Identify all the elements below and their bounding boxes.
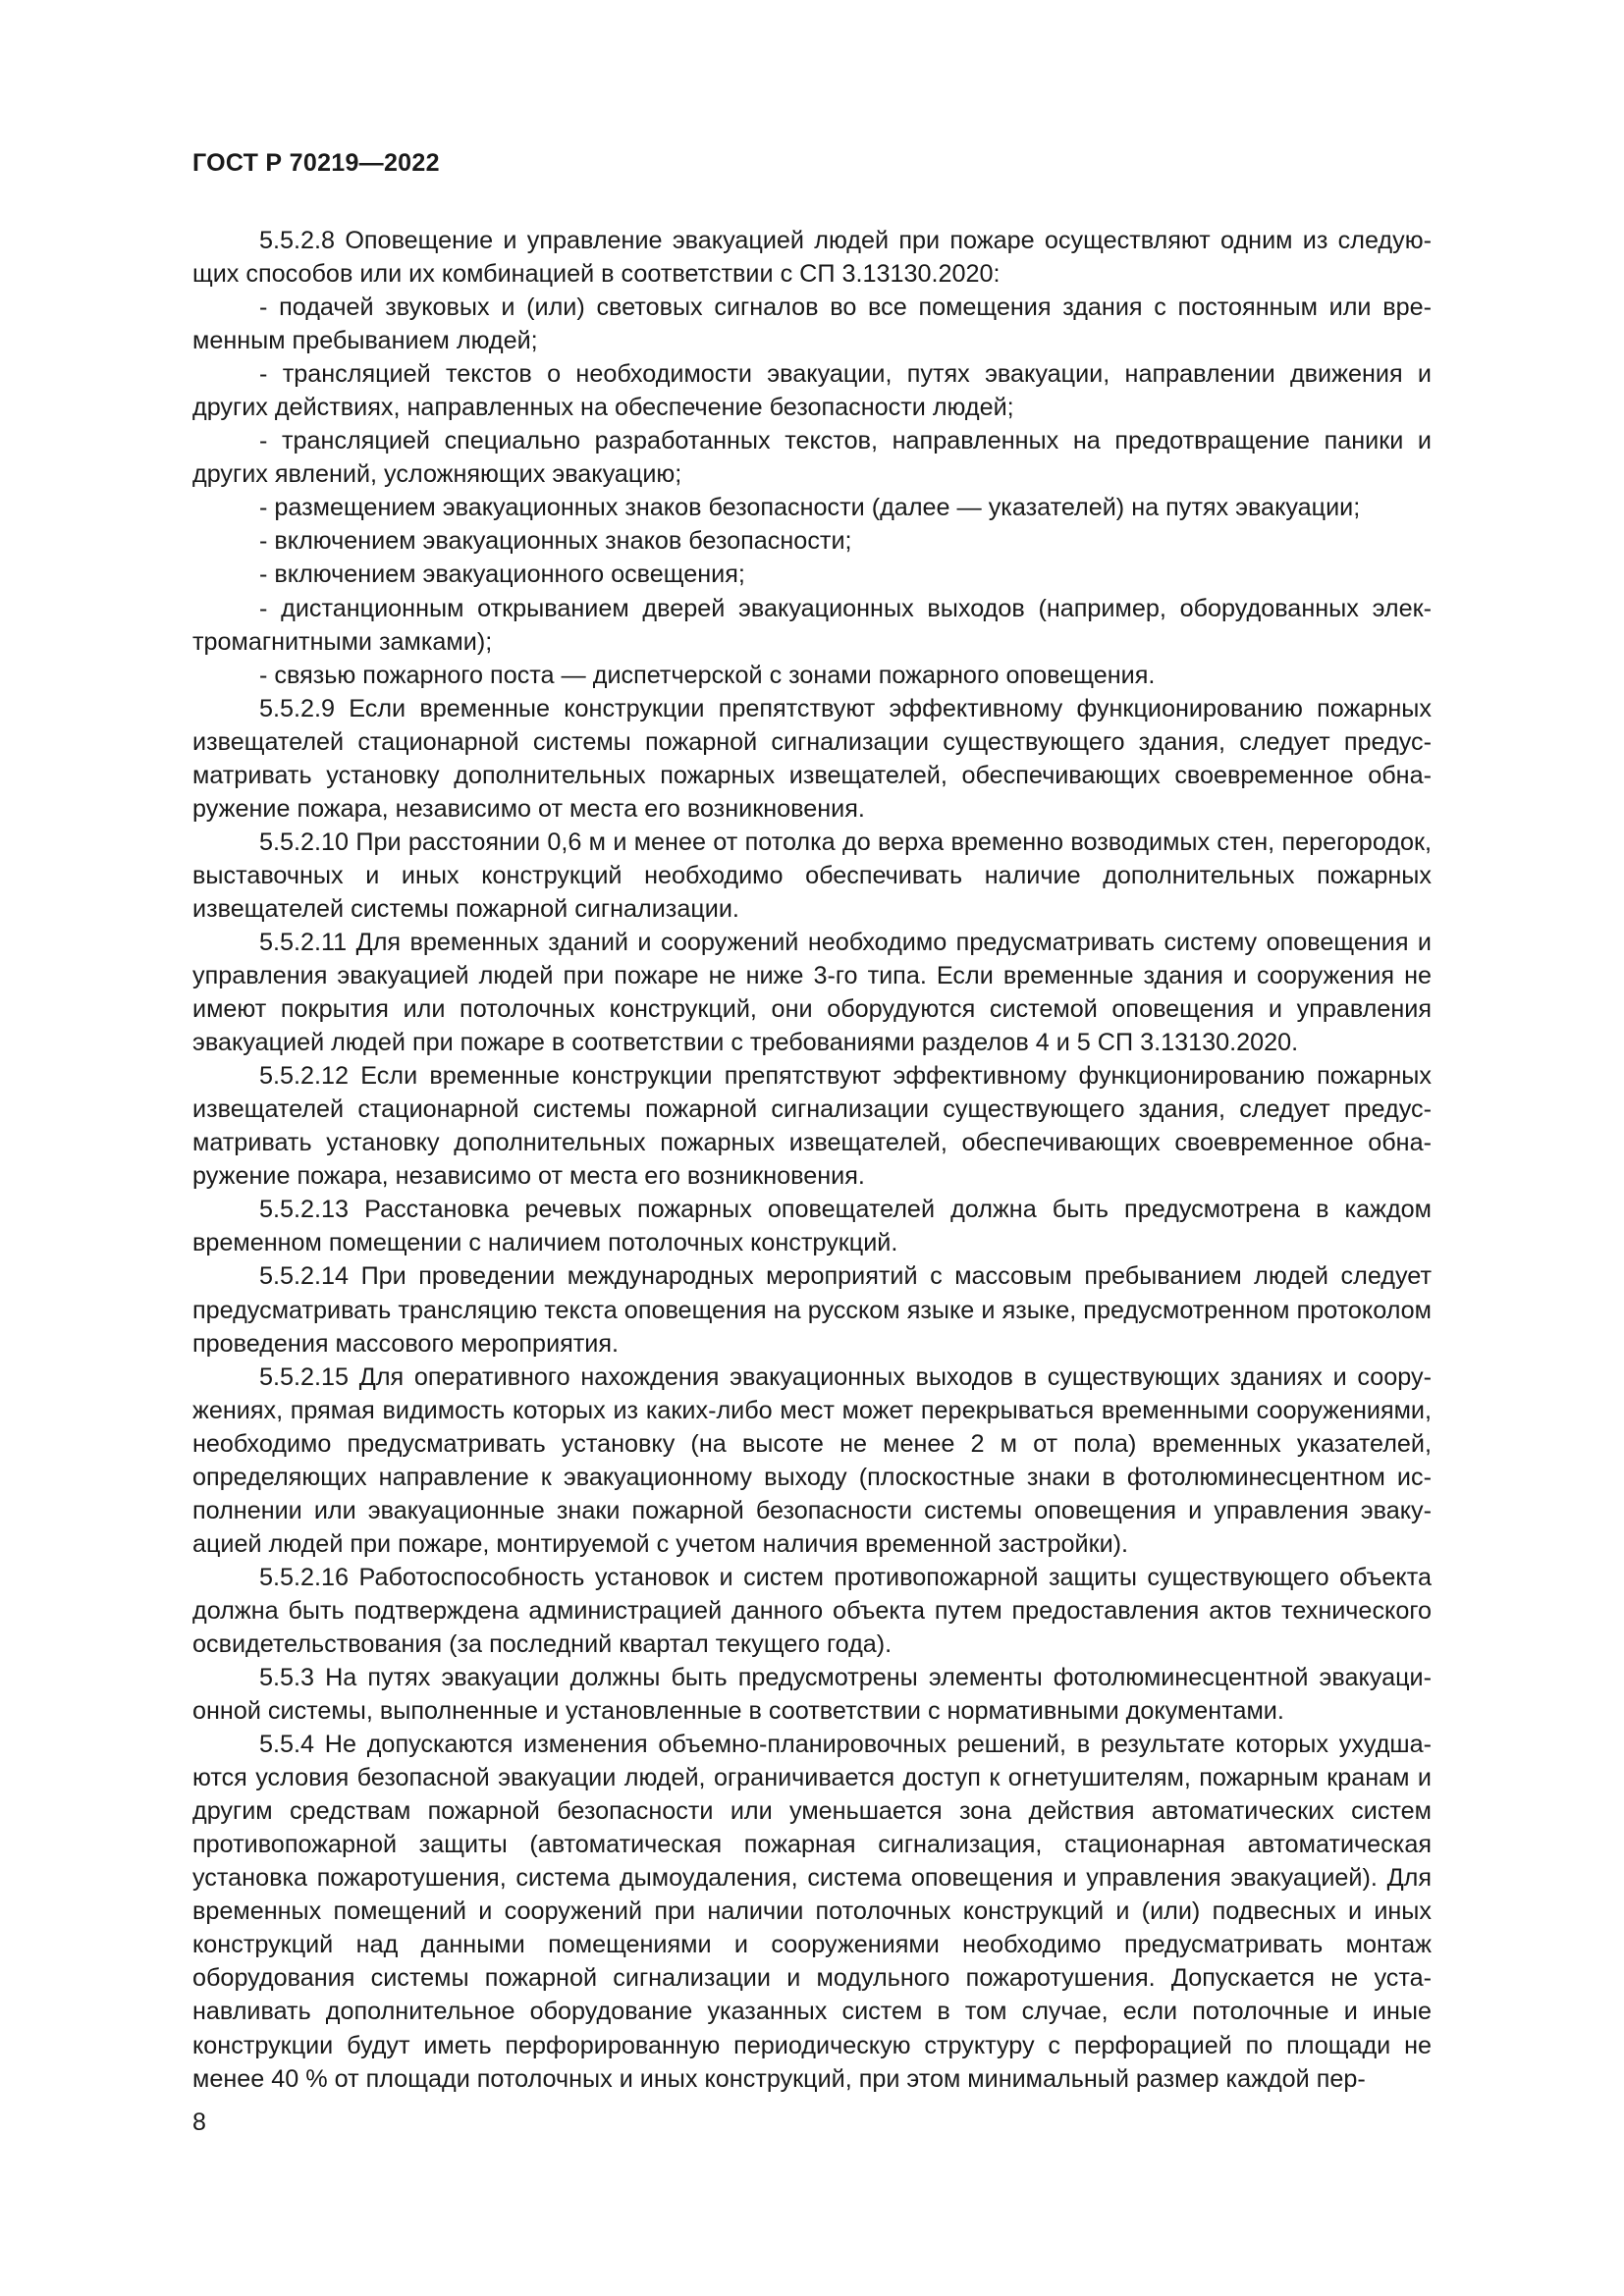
- paragraph-5-5-3: 5.5.3 На путях эвакуации должны быть предусмотрены элементы фотолюминесцентной эвакуационной системы, выполненные и установленные в соответствии с нормативными документами.: [192, 1664, 1432, 1726]
- paragraph-5-5-2-9: 5.5.2.9 Если временные конструкции препятствуют эффективному функционированию пожарных извещателей стационарной системы пожарной сигнализации существующего здания, следует предусматривать установку дополнительных пожарных извещателей, обеспечивающих своевременное обнаружение пожара, независимо от места его возникновения.: [192, 694, 1432, 823]
- page-number: 8: [192, 2109, 206, 2136]
- list-item-signs-placement: - размещением эвакуационных знаков безопасности (далее — указателей) на путях эвакуации;: [259, 494, 1361, 522]
- list-item-post-connection: - связью пожарного поста — диспетчерской с зонами пожарного оповещения.: [259, 661, 1156, 689]
- paragraph-5-5-2-15: 5.5.2.15 Для оперативного нахождения эвакуационных выходов в существующих зданиях и сооружениях, прямая видимость которых из каких-либо мест может перекрываться временными сооружениями, необходимо предусматривать установку (на высоте не менее 2 м от пола) временных указателей, определяющих направление к эвакуационному выходу (плоскостные знаки в фотолюминесцентном исполнении или эвакуационные знаки пожарной безопасности системы оповещения и управления эвакуацией людей при пожаре, монтируемой с учетом наличия временной застройки).: [192, 1362, 1432, 1558]
- paragraph-5-5-2-13: 5.5.2.13 Расстановка речевых пожарных оповещателей должна быть предусмотрена в каждом временном помещении с наличием потолочных конструкций.: [192, 1196, 1432, 1257]
- paragraph-5-5-2-11: 5.5.2.11 Для временных зданий и сооружений необходимо предусматривать систему оповещения и управления эвакуацией людей при пожаре не ниже 3-го типа. Если временные здания и сооружения не имеют покрытия или потолочных конструкций, они оборудуются системой оповещения и управления эвакуацией людей при пожаре в соответствии с требованиями разделов 4 и 5 СП 3.13130.2020.: [192, 928, 1432, 1057]
- list-item-sound-signals: - подачей звуковых и (или) световых сигналов во все помещения здания с постоянным или временным пребыванием людей;: [192, 294, 1432, 355]
- paragraph-5-5-2-16: 5.5.2.16 Работоспособность установок и систем противопожарной защиты существующего объекта должна быть подтверждена администрацией данного объекта путем предоставления актов технического освидетельствования (за последний квартал текущего года).: [192, 1563, 1432, 1658]
- document-header: ГОСТ Р 70219—2022: [192, 149, 440, 177]
- list-item-signs-activation: - включением эвакуационных знаков безопасности;: [259, 527, 852, 556]
- paragraph-5-5-2-14: 5.5.2.14 При проведении международных мероприятий с массовым пребыванием людей следует предусматривать трансляцию текста оповещения на русском языке и языке, предусмотренном протоколом проведения массового мероприятия.: [192, 1262, 1432, 1358]
- paragraph-5-5-2-12: 5.5.2.12 Если временные конструкции препятствуют эффективному функционированию пожарных извещателей стационарной системы пожарной сигнализации существующего здания, следует предусматривать установку дополнительных пожарных извещателей, обеспечивающих своевременное обнаружение пожара, независимо от места его возникновения.: [192, 1062, 1432, 1191]
- document-body: [192, 224, 1432, 2096]
- list-item-lighting: - включением эвакуационного освещения;: [259, 561, 745, 589]
- paragraph-5-5-2-10: 5.5.2.10 При расстоянии 0,6 м и менее от потолка до верха временно возводимых стен, перегородок, выставочных и иных конструкций необходимо обеспечивать наличие дополнительных пожарных извещателей системы пожарной сигнализации.: [192, 828, 1432, 923]
- paragraph-5-5-2-8: 5.5.2.8 Оповещение и управление эвакуацией людей при пожаре осуществляют одним из следующих способов или их комбинацией в соответствии с СП 3.13130.2020:: [192, 227, 1432, 289]
- list-item-text-broadcast: - трансляцией текстов о необходимости эвакуации, путях эвакуации, направлении движения и других действиях, направленных на обеспечение безопасности людей;: [192, 360, 1432, 422]
- paragraph-5-5-4: 5.5.4 Не допускаются изменения объемно-планировочных решений, в результате которых ухудшаются условия безопасной эвакуации людей, ограничивается доступ к огнетушителям, пожарным кранам и другим средствам пожарной безопасности или уменьшается зона действия автоматических систем противопожарной защиты (автоматическая пожарная сигнализация, стационарная автоматическая установка пожаротушения, система дымоудаления, система оповещения и управления эвакуацией). Для временных помещений и сооружений при наличии потолочных конструкций и (или) подвесных и иных конструкций над данными помещениями и сооружениями необходимо предусматривать монтаж оборудования системы пожарной сигнализации и модульного пожаротушения. Допускается не устанавливать дополнительное оборудование указанных систем в том случае, если потолочные и иные конструкции будут иметь перфорированную периодическую структуру с перфорацией по площади не менее 40 % от площади потолочных и иных конструкций, при этом минимальный размер каждой пер-: [192, 1731, 1432, 2093]
- list-item-door-opening: - дистанционным открыванием дверей эвакуационных выходов (например, оборудованных электромагнитными замками);: [192, 594, 1432, 656]
- list-item-special-texts: - трансляцией специально разработанных текстов, направленных на предотвращение паники и других явлений, усложняющих эвакуацию;: [192, 427, 1432, 489]
